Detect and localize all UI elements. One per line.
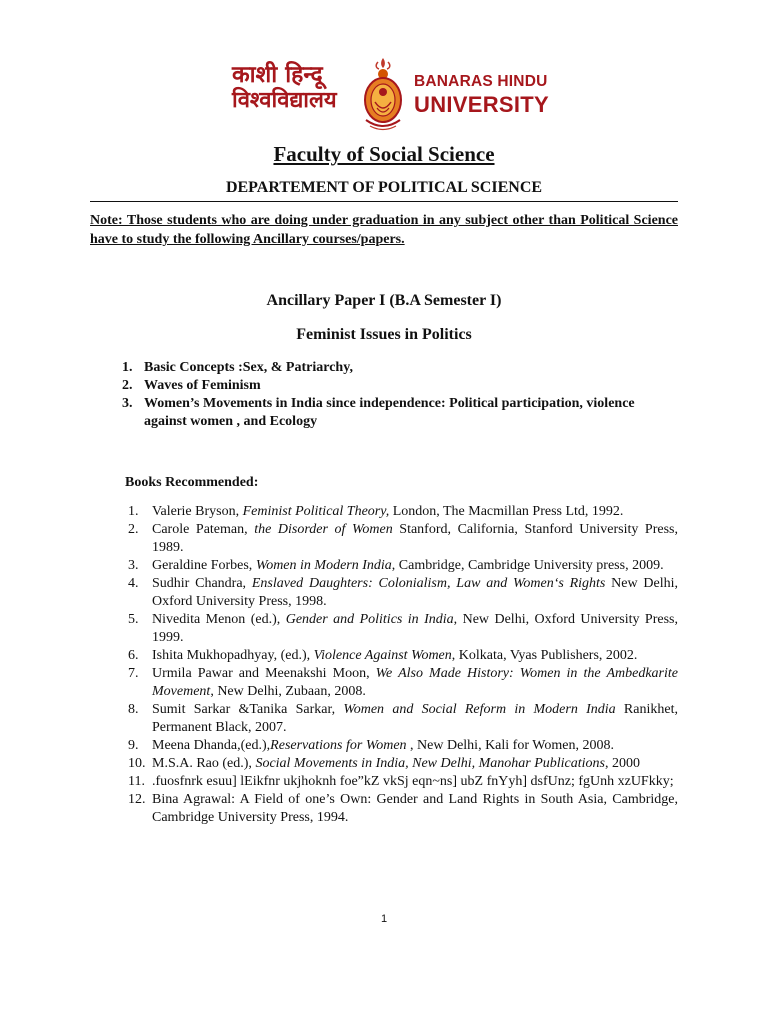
book-item [128,557,678,575]
topic-number: 3. [122,396,133,411]
book-number: 10. [128,756,146,771]
book-title: the Disorder of Women [254,522,393,537]
paper-subtitle: Feminist Issues in Politics [296,326,472,343]
book-item [128,521,678,557]
book-item [128,773,678,791]
books-list [128,503,678,827]
book-number: 4. [128,576,139,591]
book-number: 11. [128,774,145,789]
book-publication: Ranikhet, Permanent Black, 2007. [152,702,678,735]
book-title: We Also Made History: Women in the Ambedkarite Movement [152,666,678,699]
book-author: .fuosfnrk esuu] lEikfnr ukjhoknh foe”kZ vkSj eqn~ns] ubZ fnYyh] dsfUnz; fgUnh xzUFkky; [152,774,674,789]
hindi-name-line2: विश्वविद्यालय [232,88,337,114]
book-publication: London, The Macmillan Press Ltd, 1992. [389,504,624,519]
book-author: Ishita Mukhopadhyay, (ed.), [152,648,314,663]
book-title: Enslaved Daughters: Colonialism, Law and Women‘s Rights [251,576,606,591]
book-author: Carole Pateman, [152,522,255,537]
book-item [128,575,678,611]
book-number: 7. [128,666,139,681]
topic-text: Basic Concepts :Sex, & Patriarchy, [144,360,353,375]
book-number: 2. [128,522,139,537]
hindi-name-line1: काशी हिन्दू [232,62,323,88]
university-logo [232,56,550,136]
university-seal-icon [358,56,408,134]
book-item [128,665,678,701]
book-author: M.S.A. Rao (ed.), [152,756,256,771]
book-item [128,791,678,827]
paper-title: Ancillary Paper I (B.A Semester I) [266,292,502,309]
book-number: 8. [128,702,139,717]
book-author: Meena Dhanda,(ed.), [152,738,271,753]
book-publication: , Cambridge, Cambridge University press, 2009. [391,558,664,573]
english-name-line1: BANARAS HINDU [414,73,548,90]
book-author: Bina Agrawal: A Field of one’s Own: Gender and Land Rights in South Asia, Cambridge, Cambridge University Press, 1994. [152,792,678,825]
topic-number: 1. [122,360,133,375]
book-author: Sumit Sarkar &Tanika Sarkar, [152,702,344,717]
book-item [128,611,678,647]
book-number: 9. [128,738,139,753]
book-publication: , New Delhi, Kali for Women, 2008. [406,738,614,753]
book-author: Valerie Bryson, [152,504,243,519]
topics-list [122,359,678,431]
topic-number: 2. [122,378,133,393]
book-publication: , 2000 [605,756,640,771]
book-title: Reservations for Women [270,738,407,753]
book-title: Feminist Political Theory, [242,504,390,519]
topic-item [122,377,678,395]
book-title: Women in Modern India [255,558,392,573]
topic-text: Women’s Movements in India since independence: Political participation, violence against women , and Ecology [144,396,635,429]
book-title: Social Movements in India, New Delhi, Manohar Publications [255,756,605,771]
note-paragraph: Note: Those students who are doing under graduation in any subject other than Political Science have to study the following Ancillary courses/papers. [90,213,678,247]
book-publication: New Delhi, Oxford University Press, 1998. [152,576,678,609]
book-item [128,647,678,665]
book-author: Sudhir Chandra, [152,576,252,591]
english-name [414,74,549,116]
department-title: DEPARTEMENT OF POLITICAL SCIENCE [225,179,543,196]
topic-item [122,395,678,431]
book-number: 1. [128,504,139,519]
hindi-name [232,62,337,114]
book-publication: , New Delhi, Zubaan, 2008. [210,684,366,699]
book-title: Women and Social Reform in Modern India [343,702,616,717]
book-author: Urmila Pawar and Meenakshi Moon, [152,666,376,681]
book-title: Gender and Politics in India [285,612,454,627]
book-author: Geraldine Forbes, [152,558,256,573]
book-title: Violence Against Women [313,648,452,663]
topic-item [122,359,678,377]
faculty-title: Faculty of Social Science [273,142,495,166]
book-number: 12. [128,792,146,807]
page-number: 1 [380,913,388,925]
english-name-line2: UNIVERSITY [414,91,550,117]
book-number: 3. [128,558,139,573]
book-item [128,755,678,773]
book-item [128,737,678,755]
book-publication: Stanford, California, Stanford University Press, 1989. [152,522,678,555]
book-author: Nivedita Menon (ed.), [152,612,286,627]
book-number: 6. [128,648,139,663]
book-publication: , New Delhi, Oxford University Press, 1999. [152,612,678,645]
book-item [128,701,678,737]
book-publication: , Kolkata, Vyas Publishers, 2002. [451,648,638,663]
books-heading: Books Recommended: [125,475,259,490]
book-number: 5. [128,612,139,627]
topic-text: Waves of Feminism [144,378,261,393]
header-divider [90,201,678,202]
book-item [128,503,678,521]
